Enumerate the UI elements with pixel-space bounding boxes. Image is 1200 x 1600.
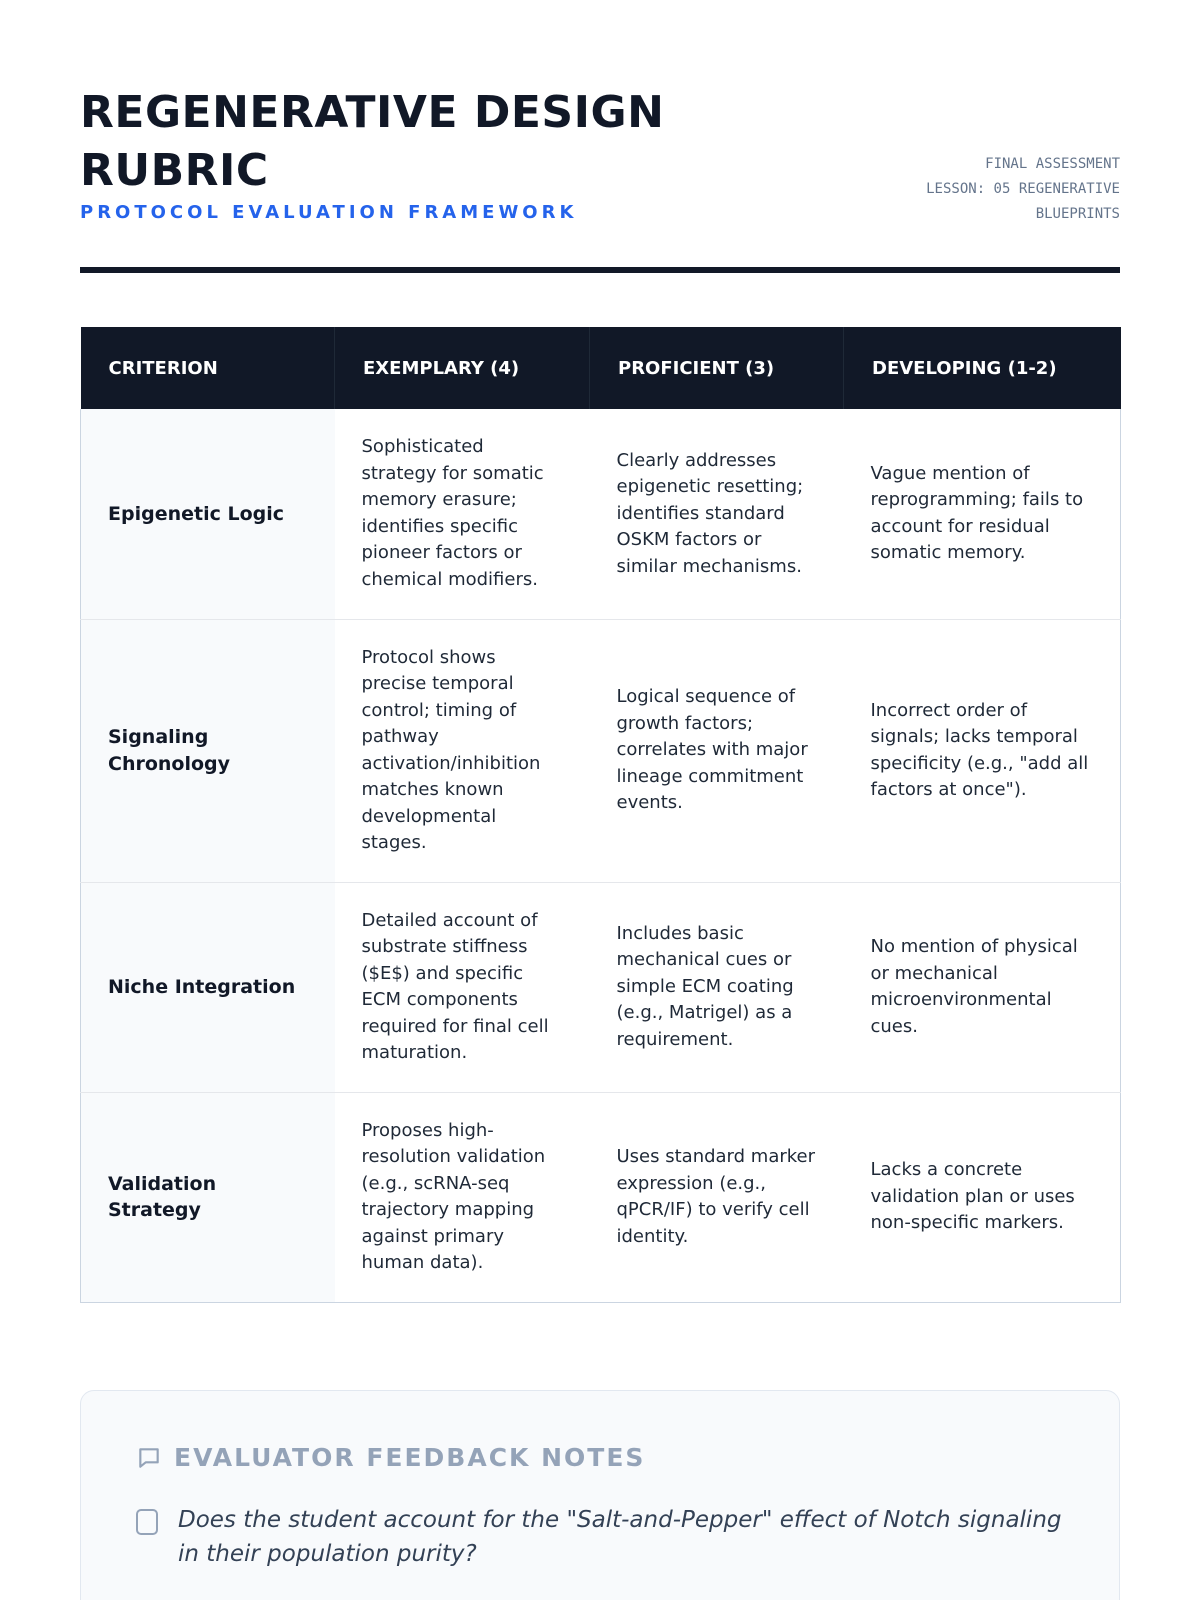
table-row — [81, 619, 1121, 882]
exemplary-cell: Detailed account of substrate stiffness ($E$) and specific ECM components required for final cell maturation. — [335, 882, 590, 1092]
meta-line: LESSON: 05 REGENERATIVE — [926, 181, 1120, 197]
proficient-cell: Uses standard marker expression (e.g., qPCR/IF) to verify cell identity. — [590, 1092, 844, 1302]
exemplary-cell: Proposes high-resolution validation (e.g., scRNA-seq trajectory mapping against primary human data). — [335, 1092, 590, 1302]
exemplary-cell: Sophisticated strategy for somatic memory erasure; identifies specific pioneer factors or chemical modifiers. — [335, 409, 590, 619]
meta-line: BLUEPRINTS — [1035, 206, 1120, 222]
feedback-header — [136, 1443, 645, 1472]
column-header-exemplary: EXEMPLARY (4) — [335, 327, 590, 409]
proficient-cell: Clearly addresses epigenetic resetting; identifies standard OSKM factors or similar mechanisms. — [590, 409, 844, 619]
criterion-cell: Niche Integration — [81, 882, 335, 1092]
proficient-cell: Logical sequence of growth factors; correlates with major lineage commitment events. — [590, 619, 844, 882]
table-row — [81, 409, 1121, 619]
table-row — [81, 882, 1121, 1092]
exemplary-cell: Protocol shows precise temporal control; timing of pathway activation/inhibition matches known developmental stages. — [335, 619, 590, 882]
assessment-meta — [860, 152, 1120, 227]
evaluator-feedback-panel — [80, 1390, 1120, 1600]
table-header-row — [81, 327, 1121, 409]
feedback-checkbox[interactable] — [136, 1509, 158, 1535]
developing-cell: Incorrect order of signals; lacks temporal specificity (e.g., "add all factors at once"). — [844, 619, 1121, 882]
developing-cell: No mention of physical or mechanical microenvironmental cues. — [844, 882, 1121, 1092]
rubric-table — [80, 327, 1121, 1303]
column-header-proficient: PROFICIENT (3) — [590, 327, 844, 409]
criterion-cell: Epigenetic Logic — [81, 409, 335, 619]
feedback-checklist-item[interactable] — [136, 1503, 1076, 1571]
developing-cell: Lacks a concrete validation plan or uses non-specific markers. — [844, 1092, 1121, 1302]
meta-line: FINAL ASSESSMENT — [985, 156, 1120, 172]
page-subtitle: PROTOCOL EVALUATION FRAMEWORK — [80, 202, 578, 223]
criterion-cell: Validation Strategy — [81, 1092, 335, 1302]
column-header-criterion: CRITERION — [81, 327, 335, 409]
criterion-cell: Signaling Chronology — [81, 619, 335, 882]
document-header — [80, 84, 1120, 224]
header-divider — [80, 267, 1120, 273]
table-row — [81, 1092, 1121, 1302]
page-title: REGENERATIVE DESIGN RUBRIC — [80, 87, 665, 196]
developing-cell: Vague mention of reprogramming; fails to account for residual somatic memory. — [844, 409, 1121, 619]
feedback-question: Does the student account for the "Salt-and-Pepper" effect of Notch signaling in their population purity? — [178, 1507, 1062, 1567]
comment-icon — [136, 1445, 162, 1471]
column-header-developing: DEVELOPING (1-2) — [844, 327, 1121, 409]
feedback-title: EVALUATOR FEEDBACK NOTES — [174, 1443, 646, 1472]
proficient-cell: Includes basic mechanical cues or simple ECM coating (e.g., Matrigel) as a requirement. — [590, 882, 844, 1092]
